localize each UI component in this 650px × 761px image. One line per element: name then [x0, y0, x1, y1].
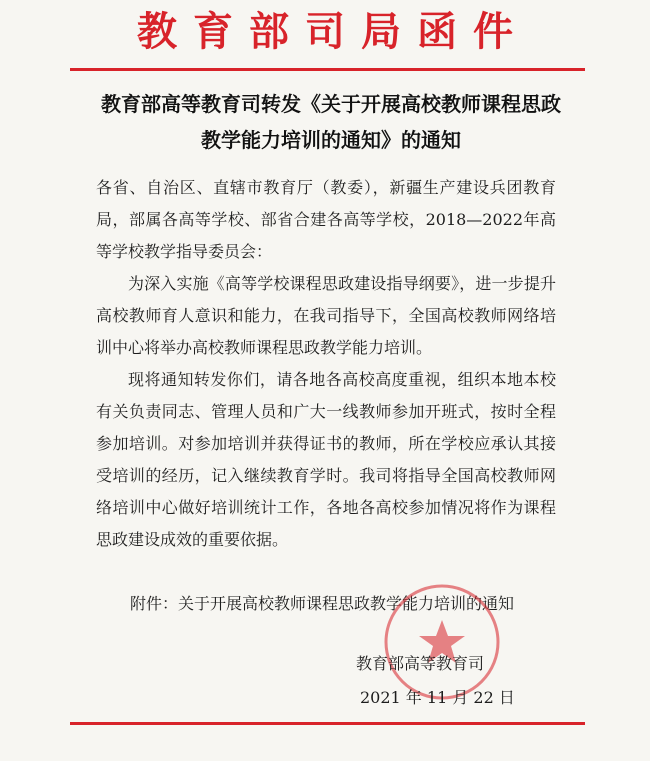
- document-title: 教育部高等教育司转发《关于开展高校教师课程思政教学能力培训的通知》的通知: [101, 92, 561, 152]
- attachment-line: 附件：关于开展高校教师课程思政教学能力培训的通知: [130, 594, 515, 613]
- sender-name: 教育部高等教育司: [356, 654, 485, 673]
- letterhead-rule-bottom: [70, 722, 585, 725]
- addressee-paragraph: 各省、自治区、直辖市教育厅（教委），新疆生产建设兵团教育局，部属各高等学校、部省合建各高等学校，2018—2022年高等学校教学指导委员会：: [96, 178, 556, 261]
- issue-date: 2021 年 11 月 22 日: [360, 688, 515, 707]
- body-paragraph-2: 现将通知转发你们，请各地各高校高度重视，组织本地本校有关负责同志、管理人员和广大一线教师参加开班式，按时全程参加培训。对参加培训并获得证书的教师，所在学校应承认其接受培训的经历，记入继续教育学时。我司将指导全国高校教师网络培训中心做好培训统计工作，各地各高校参加情况将作为课程思政建设成效的重要依据。: [96, 370, 556, 549]
- body-paragraph-1: 为深入实施《高等学校课程思政建设指导纲要》，进一步提升高校教师育人意识和能力，在我司指导下，全国高校教师网络培训中心将举办高校教师课程思政教学能力培训。: [96, 274, 556, 357]
- document-body: [96, 172, 556, 556]
- letterhead-rule-top: [70, 68, 585, 71]
- letterhead-title: 教育部司局函件: [137, 9, 529, 55]
